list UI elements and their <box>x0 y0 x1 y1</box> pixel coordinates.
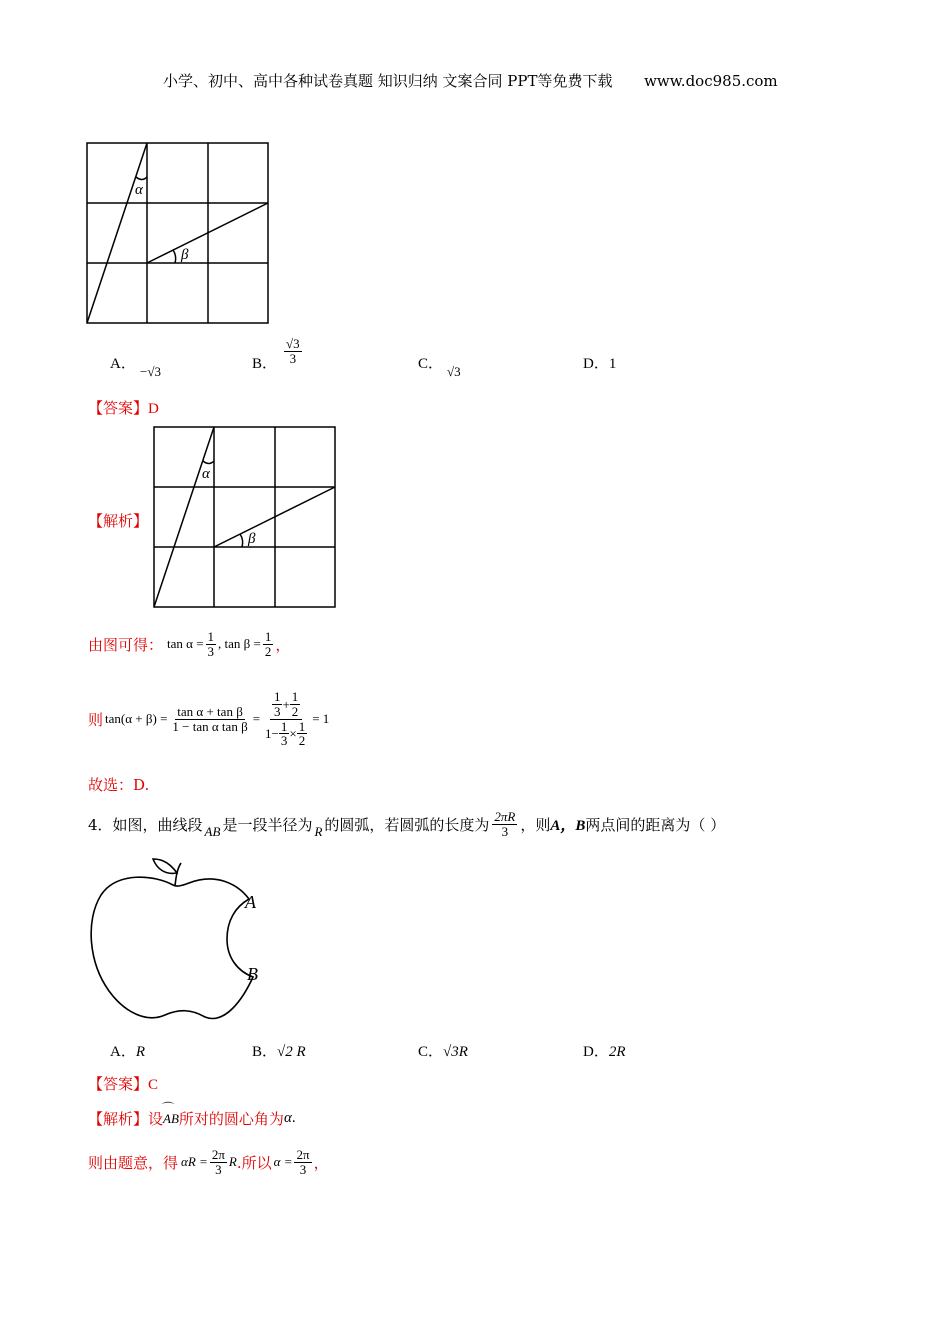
apple-figure <box>85 853 275 1028</box>
grid-figure-question <box>85 141 271 326</box>
q4-option-b: B．√2 R <box>252 1044 306 1060</box>
alpha-label: α <box>135 182 143 198</box>
point-a-label: A <box>245 892 256 912</box>
q4-option-d: D．2R <box>583 1044 626 1060</box>
option-d: D．1 <box>583 356 617 372</box>
q4-analysis-line-2: 则由题意，得 αR = $\frac{2\pi}{3}$ R .所以 α = $\frac{2\pi}{3}$ ， <box>88 1146 329 1177</box>
analysis-tag-q3: 【解析】 <box>88 512 149 530</box>
q4-analysis-line-1: 【解析】 设 ⌒ AB 所对的圆心角为 α . <box>88 1100 296 1128</box>
analysis-line-1: 由图可得： tan α = $\frac{1}{3}$ , tan β = $\frac{1}{2}$ ， <box>88 629 291 659</box>
header-left: 小学、初中、高中各种试卷真题 知识归纳 文案合同 PPT等免费下载 <box>163 72 613 90</box>
question-4-stem: 4．如图，曲线段 AB 是一段半径为 R 的圆弧，若圆弧的长度为 $\frac{2\pi R}{3}$ ，则 A，B 两点间的距离为（ ） <box>88 808 726 839</box>
grid-figure-analysis <box>152 425 338 610</box>
beta-label: β <box>181 247 189 263</box>
arc-ab: ⌒ AB <box>162 1100 179 1126</box>
conclusion-q3: 故选：D. <box>88 776 150 794</box>
analysis-line-2: 则 tan(α + β) = $\frac{\text{tan α + tan β}}{\text{1 − tan α tan β}}$ = $\frac{1}{3}$ + $\frac{1}{2}$ 1− $\frac{1}{3}$ × $\frac{1}{2}$ = 1 <box>88 689 330 749</box>
header-url: www.doc985.com <box>644 72 778 90</box>
option-a: A． <box>110 356 136 372</box>
header-text <box>163 70 778 91</box>
option-a-value: −√3 <box>140 364 161 379</box>
point-b-label: B <box>247 964 258 984</box>
option-c-value: √3 <box>447 364 461 379</box>
option-b-value: $\frac{√3}{3}$ <box>286 336 300 366</box>
option-b: B． <box>252 356 278 372</box>
q4-option-a: A．R <box>110 1044 146 1060</box>
q4-option-c: C．√3R <box>418 1044 468 1060</box>
answer-line-q3: 【答案】D <box>88 399 159 417</box>
alpha-label-2: α <box>202 466 210 482</box>
answer-line-q4: 【答案】C <box>88 1075 159 1093</box>
option-c: C． <box>418 356 444 372</box>
beta-label-2: β <box>248 531 256 547</box>
